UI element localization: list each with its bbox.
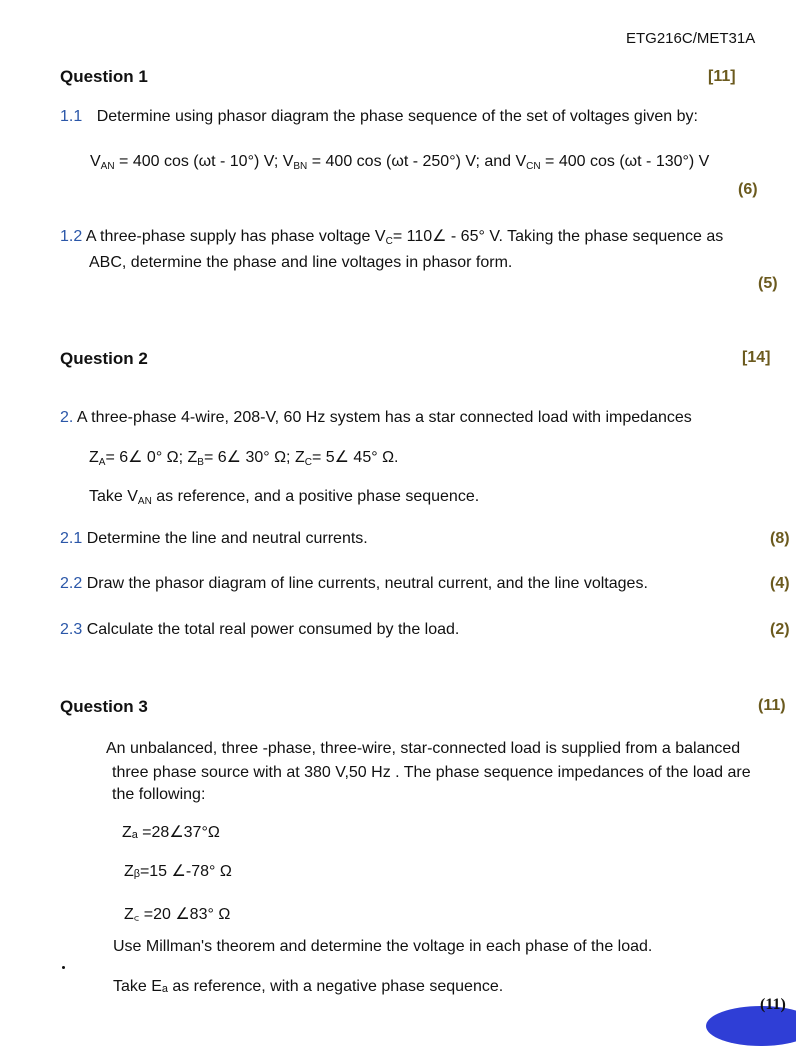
q2-1-number: 2.1 xyxy=(60,530,83,547)
q1-2-marks: (5) xyxy=(758,275,778,292)
q3-take-reference: Take Eₐ as reference, with a negative phase sequence. xyxy=(113,978,504,995)
q1-2-number: 1.2 xyxy=(60,228,83,245)
q2-3-line: 2.3 Calculate the total real power consumed by the load. xyxy=(60,621,460,638)
q3-impedance-a: Zₐ =28∠37°Ω xyxy=(122,824,220,841)
q1-2-line1: 1.2 A three-phase supply has phase voltage $V_C=$ 110∠ - 65° V. Taking the phase sequence as xyxy=(60,228,724,247)
question-3-marks: (11) xyxy=(758,697,786,714)
q1-2-line2: ABC, determine the phase and line voltages in phasor form. xyxy=(89,254,513,271)
q1-1-marks: (6) xyxy=(738,181,758,198)
q3-impedance-c: Z꜀ =20 ∠83° Ω xyxy=(124,906,231,923)
question-2-title: Question 2 xyxy=(60,349,148,368)
q2-1-marks: (8) xyxy=(770,530,790,547)
q2-number: 2. xyxy=(60,409,74,426)
q2-1-line: 2.1 Determine the line and neutral currents. xyxy=(60,530,368,547)
question-2-marks: [14] xyxy=(742,349,771,366)
question-3-title: Question 3 xyxy=(60,697,148,716)
q3-impedance-b: Zᵦ=15 ∠-78° Ω xyxy=(124,863,232,880)
q3-para-line-2: three phase source with at 380 V,50 Hz . The phase sequence impedances of the load are xyxy=(112,764,751,781)
q2-3-number: 2.3 xyxy=(60,621,83,638)
q2-reference: Take $V_{AN}$ as reference, and a positive phase sequence. xyxy=(89,488,480,507)
document-code: ETG216C/MET31A xyxy=(626,30,756,47)
q2-intro: 2. A three-phase 4-wire, 208-V, 60 Hz system has a star connected load with impedances xyxy=(60,409,692,426)
stray-dot xyxy=(62,966,65,969)
q2-2-number: 2.2 xyxy=(60,575,83,592)
q1-1-line xyxy=(60,108,698,126)
q1-1-text: Determine using phasor diagram the phase sequence of the set of voltages given by: xyxy=(96,108,698,125)
question-1-title: Question 1 xyxy=(60,67,148,86)
q2-impedances: $Z_A=$ 6∠ 0° Ω; $Z_B=$ 6∠ 30° Ω; $Z_C=$ 5∠ 45° Ω. xyxy=(89,449,399,468)
q2-2-line: 2.2 Draw the phasor diagram of line currents, neutral current, and the line voltages. xyxy=(60,575,648,592)
q3-para-line-1: An unbalanced, three -phase, three-wire, star-connected load is supplied from a balanced xyxy=(106,740,741,757)
q2-3-marks: (2) xyxy=(770,621,790,638)
q3-para-line-3: the following: xyxy=(112,786,206,803)
q3-millman: Use Millman's theorem and determine the voltage in each phase of the load. xyxy=(113,938,653,955)
q2-2-marks: (4) xyxy=(770,575,790,592)
question-1-marks: [11] xyxy=(708,68,736,85)
q3-final-marks: (11) xyxy=(760,996,786,1013)
q1-1-number: 1.1 xyxy=(60,108,83,125)
q1-1-equation: $V_{AN} = 400$ cos (ωt - 10°) V; $V_{BN} = 400$ cos (ωt - 250°) V; and $V_{CN} = 400$ cos (ωt - 130°) V xyxy=(90,153,710,172)
